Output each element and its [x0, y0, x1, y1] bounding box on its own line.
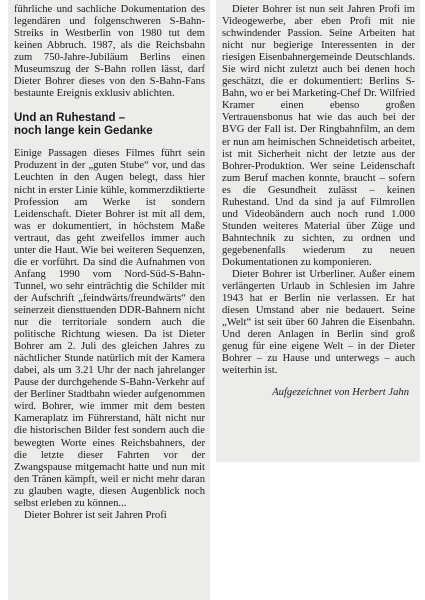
article-paragraph: führliche und sachliche Dokumentation des legendären und folgenschweren S-Bahn-Streiks in Westberlin von 1980 tut dem keinen Abbruch. 1987, als die Reichsbahn zum 750-Jahre-Jubiläum Berlins einen Museumszug der S-Bahn rollen lässt, darf Dieter Bohrer dieses von den S-Bahn-Fans bestaunte Ereignis exklusiv ablichten. — [14, 4, 205, 100]
article-paragraph: Dieter Bohrer ist Urberliner. Außer einem verlängerten Urlaub in Schlesien im Jahre 1943 hat er Berlin nie verlassen. Er hat diesen Umstand aber nie bedauert. Seine „Welt“ ist seit über 60 Jahren die Eisenbahn. Und deren Anlagen in Berlin sind groß genug für eine eigene Welt – in der Dieter Bohrer – zu Hause und unterwegs – auch weiterhin ist. — [222, 269, 415, 377]
section-heading-line: Und an Ruhestand – — [14, 112, 126, 125]
author-credit: Aufgezeichnet von Herbert Jahn — [272, 387, 409, 399]
article-paragraph-cut: Dieter Bohrer ist seit Jahren Profi — [24, 509, 167, 521]
article-column-right — [216, 0, 420, 462]
article-paragraph: Dieter Bohrer ist nun seit Jahren Profi im Videogewerbe, aber eben Profi mit nie schwindender Passion. Seine Arbeiten hat nicht nur begierige Interessenten in der riesigen Eisenbahnergemeinde Deutschlands. Sie wird nicht zuletzt auch bei denen hoch geschätzt, die er dokumentiert: Berlins S-Bahn, wo er bei Marketing-Chef Dr. Wilfried Kramer einen ebenso großen Vertrauensbonus hat wie das auch bei der BVG der Fall ist. Der Ringbahnfilm, an dem er nun am heimischen Schneidetisch arbeitet, ist mit Sicherheit nicht der letzte aus der Bohrer-Produktion. Wer seine Leidenschaft zum Beruf machen konnte, braucht – sofern es die Gesundheit zulässt – keinen Ruhestand. Und da sind ja auf Filmrollen und Videobändern auch noch rund 1.000 Stunden weiteres Material über Züge und Bahntechnik zu sichten, zu ordnen und gegebenenfalls wiederum zu neuen Dokumentationen zu komponieren. — [222, 4, 415, 268]
article-column-left — [8, 0, 210, 600]
article-paragraph: Einige Passagen dieses Filmes führt sein Produzent in der „guten Stube“ vor, und das Leuchten in den Augen belegt, dass hier nicht in erster Linie kühle, kommerzdiktierte Profession am Werke ist sondern Leidenschaft. Dieter Bohrer ist mit all dem, was er dokumentiert, in höchstem Maße vertraut, das geht zweifellos immer auch unter die Haut. Wie bei weiteren Sequenzen, die er vorführt. Da sind die Aufnahmen von Anfang 1990 vom Nord-Süd-S-Bahn-Tunnel, wo sehr einträchtig die Schilder mit der Aufschrift „feindwärts/freundwärts“ den seinerzeit diensttuenden DDR-Bahnern nicht nur die territoriale sondern auch die politische Richtung wiesen. Da ist Dieter Bohrer am 2. Juli des gleichen Jahres zu nächtlicher Stunde natürlich mit der Kamera dabei, als um 3.21 Uhr der nach jahrelanger Pause der durchgehende S-Bahn-Verkehr auf der Berliner Stadtbahn wieder aufgenommen wird. Bohrer, wie immer mit dem besten Kameraplatz im Führerstand, hält nicht nur die historischen Bilder fest sondern auch die bewegten Worte eines Reichsbahners, der die letzte dieser Fahrten vor der Zwangspause mitgemacht hatte und nun mit den Tränen kämpft, weil er nicht mehr daran zu glauben wagte, diesen Augenblick noch selbst erleben zu können... — [14, 148, 205, 509]
section-heading — [14, 112, 205, 138]
section-heading-line: noch lange kein Gedanke — [14, 125, 153, 138]
